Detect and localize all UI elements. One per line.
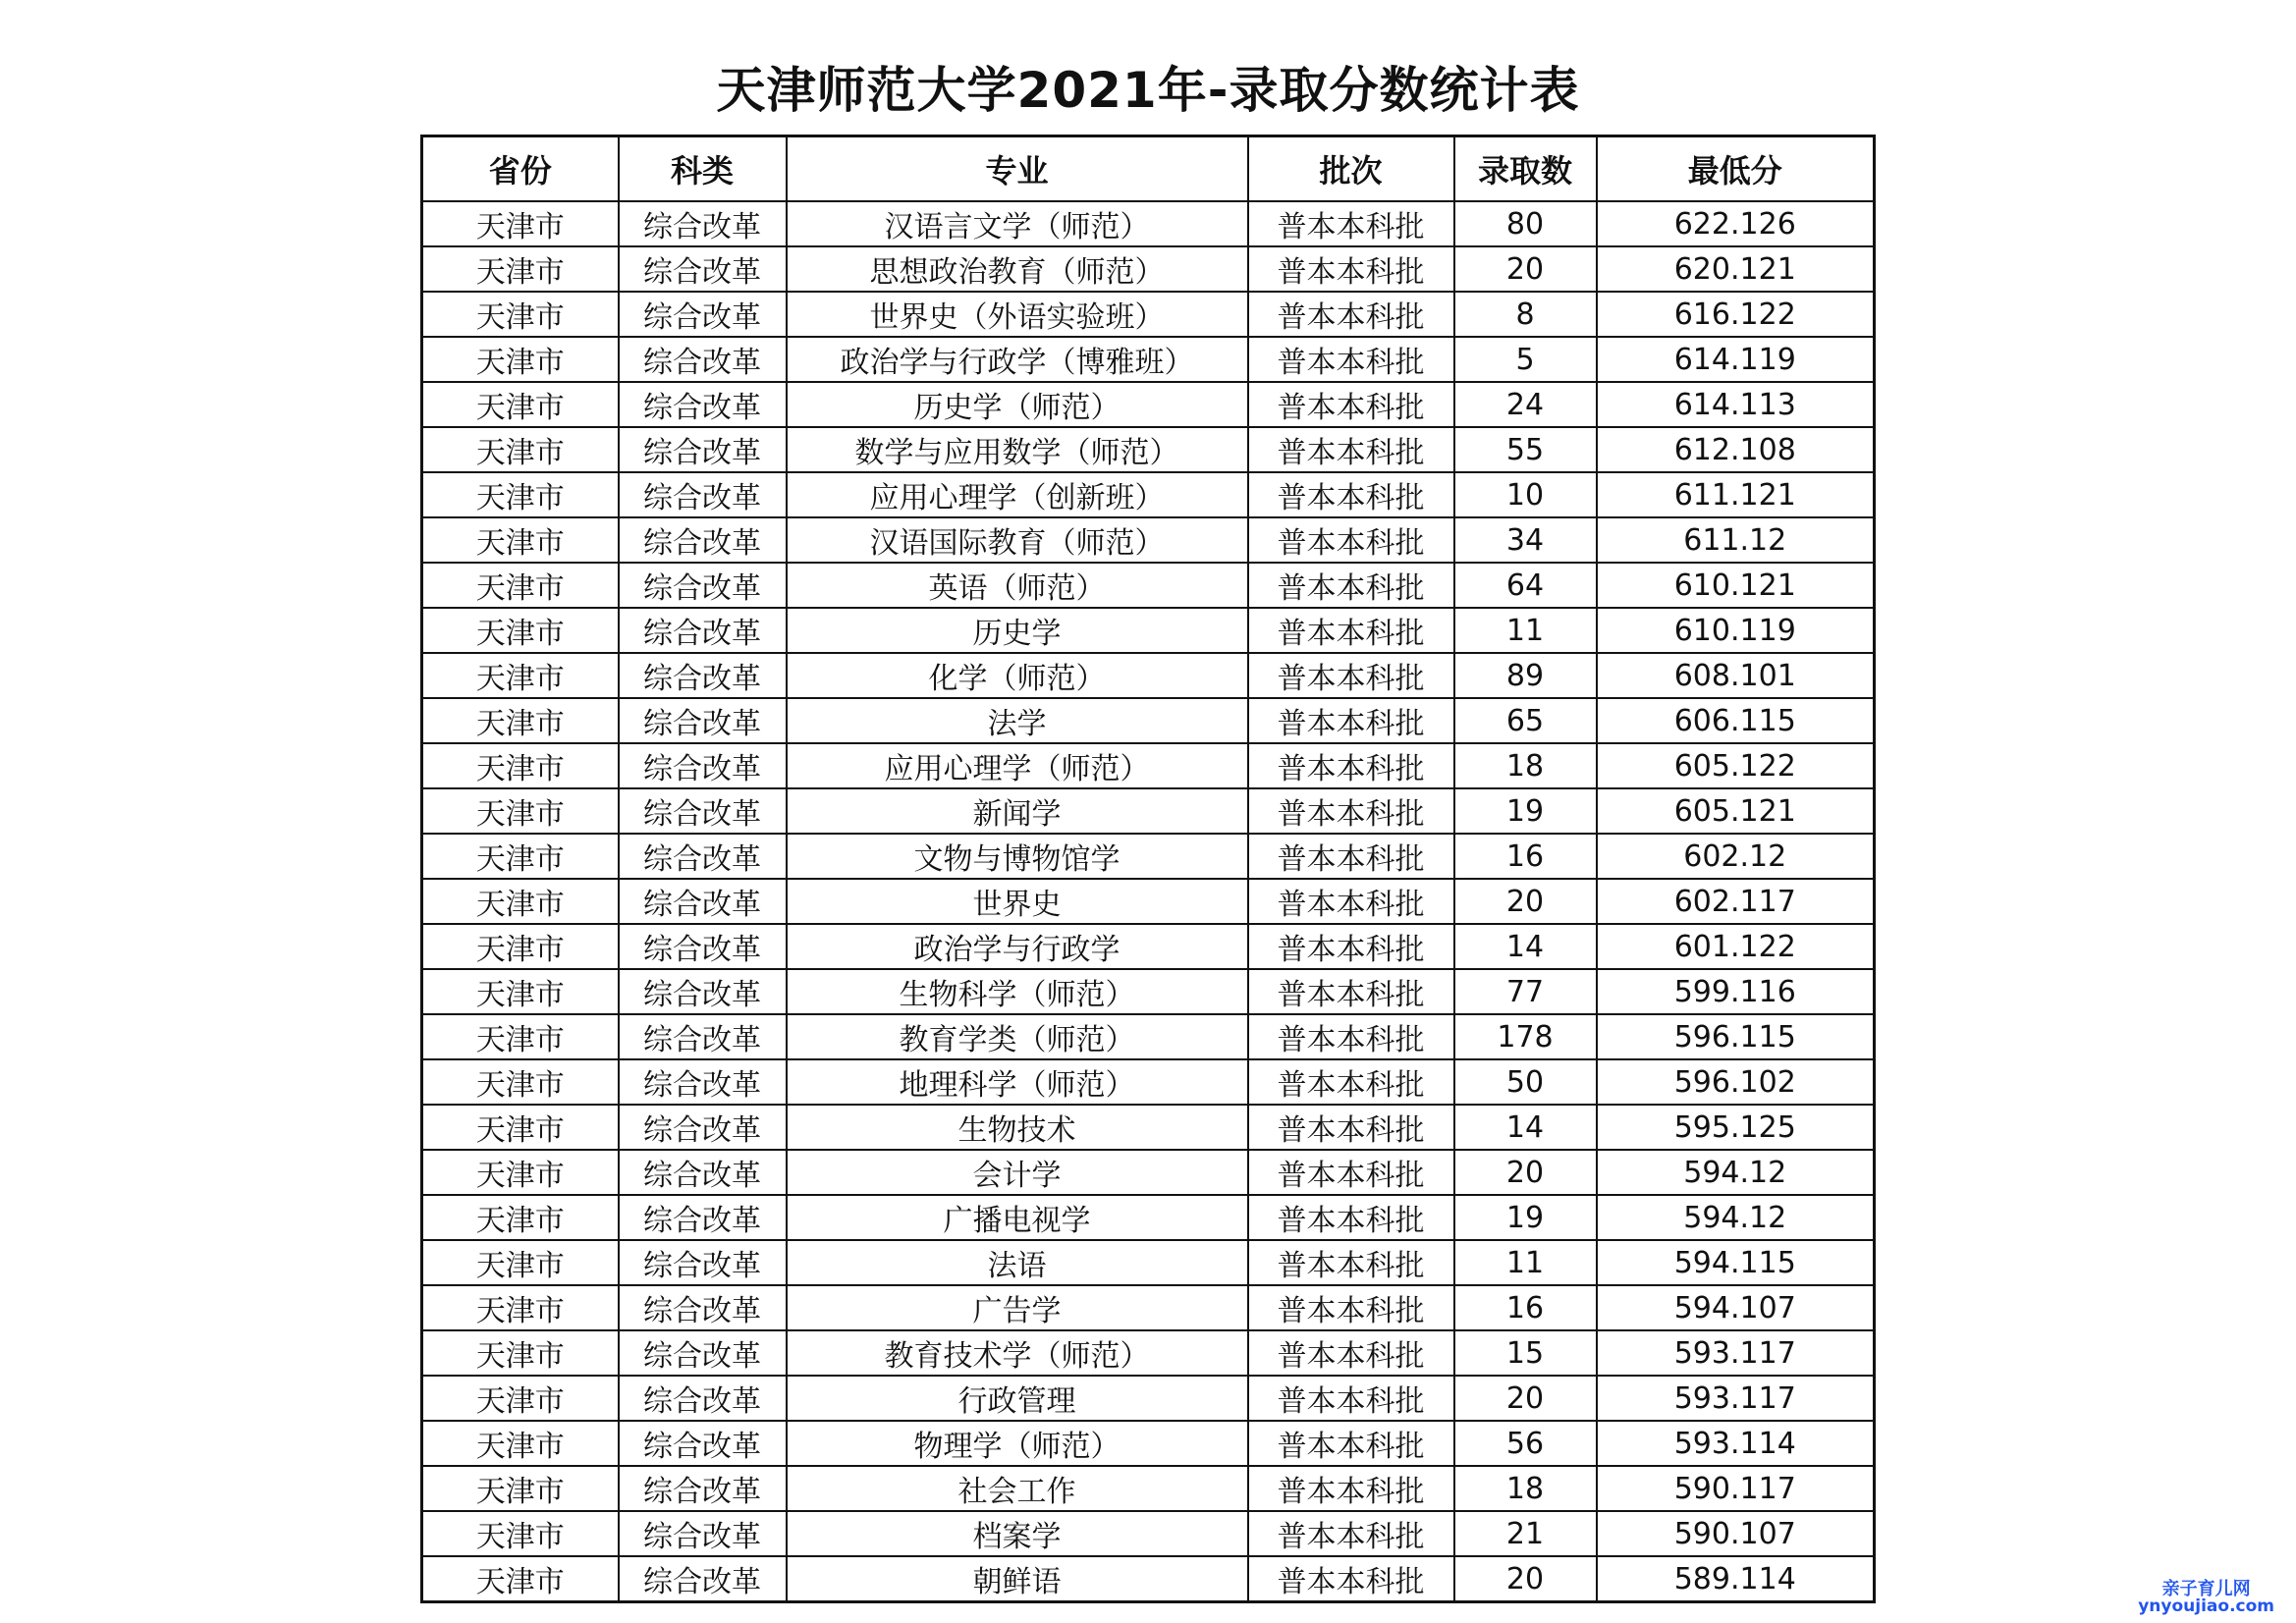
cell-major: 应用心理学（师范） xyxy=(787,743,1248,788)
cell-admitted-count: 11 xyxy=(1454,1240,1597,1285)
cell-min-score: 590.117 xyxy=(1597,1466,1875,1511)
cell-min-score: 610.121 xyxy=(1597,563,1875,608)
cell-min-score: 593.117 xyxy=(1597,1376,1875,1421)
header-min-score: 最低分 xyxy=(1597,136,1875,202)
cell-min-score: 614.119 xyxy=(1597,337,1875,382)
cell-admitted-count: 20 xyxy=(1454,879,1597,924)
cell-province: 天津市 xyxy=(422,1330,619,1376)
table-row xyxy=(422,1240,1875,1285)
cell-admitted-count: 34 xyxy=(1454,517,1597,563)
table-row xyxy=(422,834,1875,879)
cell-major: 朝鲜语 xyxy=(787,1556,1248,1602)
cell-major: 汉语言文学（师范） xyxy=(787,201,1248,246)
cell-category: 综合改革 xyxy=(619,1195,787,1240)
cell-major: 法语 xyxy=(787,1240,1248,1285)
cell-batch: 普本本科批 xyxy=(1248,1240,1454,1285)
cell-major: 生物技术 xyxy=(787,1105,1248,1150)
cell-admitted-count: 178 xyxy=(1454,1014,1597,1059)
cell-admitted-count: 64 xyxy=(1454,563,1597,608)
cell-province: 天津市 xyxy=(422,472,619,517)
table-row xyxy=(422,1195,1875,1240)
cell-min-score: 612.108 xyxy=(1597,427,1875,472)
cell-batch: 普本本科批 xyxy=(1248,1150,1454,1195)
cell-category: 综合改革 xyxy=(619,1511,787,1556)
cell-category: 综合改革 xyxy=(619,1240,787,1285)
cell-category: 综合改革 xyxy=(619,337,787,382)
cell-province: 天津市 xyxy=(422,1014,619,1059)
cell-batch: 普本本科批 xyxy=(1248,1105,1454,1150)
table-row xyxy=(422,743,1875,788)
cell-min-score: 599.116 xyxy=(1597,969,1875,1014)
cell-batch: 普本本科批 xyxy=(1248,653,1454,698)
cell-major: 政治学与行政学（博雅班） xyxy=(787,337,1248,382)
cell-major: 广播电视学 xyxy=(787,1195,1248,1240)
cell-batch: 普本本科批 xyxy=(1248,834,1454,879)
cell-min-score: 596.115 xyxy=(1597,1014,1875,1059)
cell-batch: 普本本科批 xyxy=(1248,517,1454,563)
cell-min-score: 594.12 xyxy=(1597,1195,1875,1240)
table-row xyxy=(422,1556,1875,1602)
cell-province: 天津市 xyxy=(422,788,619,834)
cell-major: 行政管理 xyxy=(787,1376,1248,1421)
cell-batch: 普本本科批 xyxy=(1248,563,1454,608)
cell-category: 综合改革 xyxy=(619,201,787,246)
table-row xyxy=(422,1330,1875,1376)
cell-category: 综合改革 xyxy=(619,653,787,698)
cell-batch: 普本本科批 xyxy=(1248,879,1454,924)
cell-admitted-count: 89 xyxy=(1454,653,1597,698)
cell-major: 汉语国际教育（师范） xyxy=(787,517,1248,563)
cell-admitted-count: 16 xyxy=(1454,1285,1597,1330)
cell-category: 综合改革 xyxy=(619,1285,787,1330)
header-admitted-count: 录取数 xyxy=(1454,136,1597,202)
cell-min-score: 593.114 xyxy=(1597,1421,1875,1466)
table-row xyxy=(422,472,1875,517)
cell-province: 天津市 xyxy=(422,1150,619,1195)
table-row xyxy=(422,292,1875,337)
cell-province: 天津市 xyxy=(422,924,619,969)
cell-province: 天津市 xyxy=(422,834,619,879)
cell-batch: 普本本科批 xyxy=(1248,382,1454,427)
cell-batch: 普本本科批 xyxy=(1248,337,1454,382)
cell-province: 天津市 xyxy=(422,292,619,337)
table-row xyxy=(422,969,1875,1014)
cell-major: 世界史（外语实验班） xyxy=(787,292,1248,337)
cell-major: 物理学（师范） xyxy=(787,1421,1248,1466)
table-header-row xyxy=(422,136,1875,202)
cell-category: 综合改革 xyxy=(619,517,787,563)
table-row xyxy=(422,517,1875,563)
cell-category: 综合改革 xyxy=(619,246,787,292)
table-row xyxy=(422,698,1875,743)
cell-admitted-count: 65 xyxy=(1454,698,1597,743)
cell-min-score: 614.113 xyxy=(1597,382,1875,427)
cell-batch: 普本本科批 xyxy=(1248,427,1454,472)
cell-major: 新闻学 xyxy=(787,788,1248,834)
cell-admitted-count: 50 xyxy=(1454,1059,1597,1105)
cell-admitted-count: 20 xyxy=(1454,1556,1597,1602)
cell-category: 综合改革 xyxy=(619,1556,787,1602)
cell-province: 天津市 xyxy=(422,1376,619,1421)
table-row xyxy=(422,201,1875,246)
cell-category: 综合改革 xyxy=(619,834,787,879)
cell-min-score: 611.12 xyxy=(1597,517,1875,563)
cell-province: 天津市 xyxy=(422,246,619,292)
cell-min-score: 590.107 xyxy=(1597,1511,1875,1556)
watermark-cn: 亲子育儿网 xyxy=(2161,1579,2251,1599)
table-row xyxy=(422,653,1875,698)
cell-province: 天津市 xyxy=(422,1421,619,1466)
cell-category: 综合改革 xyxy=(619,969,787,1014)
cell-province: 天津市 xyxy=(422,608,619,653)
cell-min-score: 602.12 xyxy=(1597,834,1875,879)
cell-admitted-count: 18 xyxy=(1454,743,1597,788)
cell-province: 天津市 xyxy=(422,1195,619,1240)
cell-major: 化学（师范） xyxy=(787,653,1248,698)
cell-major: 档案学 xyxy=(787,1511,1248,1556)
cell-category: 综合改革 xyxy=(619,879,787,924)
table-row xyxy=(422,337,1875,382)
cell-major: 英语（师范） xyxy=(787,563,1248,608)
cell-major: 数学与应用数学（师范） xyxy=(787,427,1248,472)
cell-min-score: 602.117 xyxy=(1597,879,1875,924)
page-title: 天津师范大学2021年-录取分数统计表 xyxy=(716,62,1580,119)
cell-major: 世界史 xyxy=(787,879,1248,924)
cell-admitted-count: 11 xyxy=(1454,608,1597,653)
cell-category: 综合改革 xyxy=(619,563,787,608)
cell-category: 综合改革 xyxy=(619,1014,787,1059)
table-row xyxy=(422,1150,1875,1195)
cell-batch: 普本本科批 xyxy=(1248,1330,1454,1376)
cell-admitted-count: 8 xyxy=(1454,292,1597,337)
cell-min-score: 616.122 xyxy=(1597,292,1875,337)
cell-major: 会计学 xyxy=(787,1150,1248,1195)
header-major: 专业 xyxy=(787,136,1248,202)
cell-province: 天津市 xyxy=(422,563,619,608)
cell-batch: 普本本科批 xyxy=(1248,201,1454,246)
table-row xyxy=(422,427,1875,472)
cell-province: 天津市 xyxy=(422,427,619,472)
table-row xyxy=(422,1059,1875,1105)
table-row xyxy=(422,382,1875,427)
cell-category: 综合改革 xyxy=(619,1059,787,1105)
cell-category: 综合改革 xyxy=(619,1421,787,1466)
cell-min-score: 610.119 xyxy=(1597,608,1875,653)
cell-province: 天津市 xyxy=(422,879,619,924)
table-row xyxy=(422,1285,1875,1330)
table-row xyxy=(422,924,1875,969)
cell-major: 教育技术学（师范） xyxy=(787,1330,1248,1376)
cell-batch: 普本本科批 xyxy=(1248,1285,1454,1330)
cell-min-score: 622.126 xyxy=(1597,201,1875,246)
cell-province: 天津市 xyxy=(422,337,619,382)
cell-province: 天津市 xyxy=(422,1511,619,1556)
table-row xyxy=(422,1105,1875,1150)
cell-admitted-count: 20 xyxy=(1454,1376,1597,1421)
cell-admitted-count: 80 xyxy=(1454,201,1597,246)
cell-admitted-count: 10 xyxy=(1454,472,1597,517)
cell-category: 综合改革 xyxy=(619,382,787,427)
cell-min-score: 605.121 xyxy=(1597,788,1875,834)
cell-category: 综合改革 xyxy=(619,698,787,743)
cell-major: 文物与博物馆学 xyxy=(787,834,1248,879)
cell-category: 综合改革 xyxy=(619,1105,787,1150)
cell-min-score: 595.125 xyxy=(1597,1105,1875,1150)
cell-admitted-count: 77 xyxy=(1454,969,1597,1014)
cell-batch: 普本本科批 xyxy=(1248,1466,1454,1511)
header-province: 省份 xyxy=(422,136,619,202)
cell-province: 天津市 xyxy=(422,1556,619,1602)
cell-min-score: 593.117 xyxy=(1597,1330,1875,1376)
table-row xyxy=(422,1511,1875,1556)
cell-min-score: 594.12 xyxy=(1597,1150,1875,1195)
cell-admitted-count: 56 xyxy=(1454,1421,1597,1466)
cell-province: 天津市 xyxy=(422,201,619,246)
cell-major: 地理科学（师范） xyxy=(787,1059,1248,1105)
cell-province: 天津市 xyxy=(422,743,619,788)
cell-province: 天津市 xyxy=(422,1285,619,1330)
cell-province: 天津市 xyxy=(422,969,619,1014)
table-row xyxy=(422,879,1875,924)
cell-major: 生物科学（师范） xyxy=(787,969,1248,1014)
cell-category: 综合改革 xyxy=(619,788,787,834)
cell-min-score: 594.115 xyxy=(1597,1240,1875,1285)
cell-min-score: 608.101 xyxy=(1597,653,1875,698)
cell-min-score: 601.122 xyxy=(1597,924,1875,969)
cell-batch: 普本本科批 xyxy=(1248,788,1454,834)
cell-admitted-count: 21 xyxy=(1454,1511,1597,1556)
cell-category: 综合改革 xyxy=(619,608,787,653)
cell-category: 综合改革 xyxy=(619,427,787,472)
cell-batch: 普本本科批 xyxy=(1248,1511,1454,1556)
cell-category: 综合改革 xyxy=(619,292,787,337)
admission-score-table xyxy=(420,135,1876,1603)
cell-category: 综合改革 xyxy=(619,1376,787,1421)
cell-province: 天津市 xyxy=(422,1059,619,1105)
cell-admitted-count: 14 xyxy=(1454,1105,1597,1150)
cell-admitted-count: 24 xyxy=(1454,382,1597,427)
cell-admitted-count: 16 xyxy=(1454,834,1597,879)
cell-min-score: 589.114 xyxy=(1597,1556,1875,1602)
cell-category: 综合改革 xyxy=(619,743,787,788)
cell-province: 天津市 xyxy=(422,1105,619,1150)
cell-major: 法学 xyxy=(787,698,1248,743)
cell-batch: 普本本科批 xyxy=(1248,969,1454,1014)
cell-min-score: 611.121 xyxy=(1597,472,1875,517)
cell-category: 综合改革 xyxy=(619,924,787,969)
table-row xyxy=(422,1376,1875,1421)
cell-batch: 普本本科批 xyxy=(1248,1556,1454,1602)
cell-min-score: 606.115 xyxy=(1597,698,1875,743)
watermark-logo xyxy=(2138,1581,2274,1615)
watermark-en: ynyoujiao.com xyxy=(2138,1596,2274,1616)
cell-batch: 普本本科批 xyxy=(1248,1014,1454,1059)
cell-admitted-count: 19 xyxy=(1454,1195,1597,1240)
cell-admitted-count: 19 xyxy=(1454,788,1597,834)
header-batch: 批次 xyxy=(1248,136,1454,202)
cell-major: 历史学 xyxy=(787,608,1248,653)
table-row xyxy=(422,1466,1875,1511)
cell-admitted-count: 18 xyxy=(1454,1466,1597,1511)
cell-category: 综合改革 xyxy=(619,472,787,517)
cell-batch: 普本本科批 xyxy=(1248,698,1454,743)
cell-batch: 普本本科批 xyxy=(1248,1059,1454,1105)
table-row xyxy=(422,608,1875,653)
cell-admitted-count: 14 xyxy=(1454,924,1597,969)
cell-province: 天津市 xyxy=(422,698,619,743)
cell-min-score: 596.102 xyxy=(1597,1059,1875,1105)
cell-batch: 普本本科批 xyxy=(1248,1421,1454,1466)
cell-batch: 普本本科批 xyxy=(1248,472,1454,517)
cell-batch: 普本本科批 xyxy=(1248,246,1454,292)
cell-min-score: 594.107 xyxy=(1597,1285,1875,1330)
cell-admitted-count: 5 xyxy=(1454,337,1597,382)
table-row xyxy=(422,563,1875,608)
cell-major: 教育学类（师范） xyxy=(787,1014,1248,1059)
cell-batch: 普本本科批 xyxy=(1248,1376,1454,1421)
cell-province: 天津市 xyxy=(422,382,619,427)
cell-category: 综合改革 xyxy=(619,1466,787,1511)
cell-major: 应用心理学（创新班） xyxy=(787,472,1248,517)
cell-major: 广告学 xyxy=(787,1285,1248,1330)
table-row xyxy=(422,1421,1875,1466)
cell-category: 综合改革 xyxy=(619,1150,787,1195)
table-row xyxy=(422,788,1875,834)
header-category: 科类 xyxy=(619,136,787,202)
cell-major: 历史学（师范） xyxy=(787,382,1248,427)
cell-province: 天津市 xyxy=(422,1466,619,1511)
cell-batch: 普本本科批 xyxy=(1248,608,1454,653)
cell-category: 综合改革 xyxy=(619,1330,787,1376)
cell-major: 思想政治教育（师范） xyxy=(787,246,1248,292)
table-row xyxy=(422,246,1875,292)
cell-min-score: 605.122 xyxy=(1597,743,1875,788)
cell-admitted-count: 20 xyxy=(1454,246,1597,292)
cell-major: 社会工作 xyxy=(787,1466,1248,1511)
cell-batch: 普本本科批 xyxy=(1248,292,1454,337)
cell-batch: 普本本科批 xyxy=(1248,743,1454,788)
table-row xyxy=(422,1014,1875,1059)
cell-province: 天津市 xyxy=(422,1240,619,1285)
cell-admitted-count: 20 xyxy=(1454,1150,1597,1195)
cell-major: 政治学与行政学 xyxy=(787,924,1248,969)
cell-admitted-count: 15 xyxy=(1454,1330,1597,1376)
cell-province: 天津市 xyxy=(422,653,619,698)
cell-batch: 普本本科批 xyxy=(1248,1195,1454,1240)
cell-province: 天津市 xyxy=(422,517,619,563)
cell-batch: 普本本科批 xyxy=(1248,924,1454,969)
cell-admitted-count: 55 xyxy=(1454,427,1597,472)
cell-min-score: 620.121 xyxy=(1597,246,1875,292)
